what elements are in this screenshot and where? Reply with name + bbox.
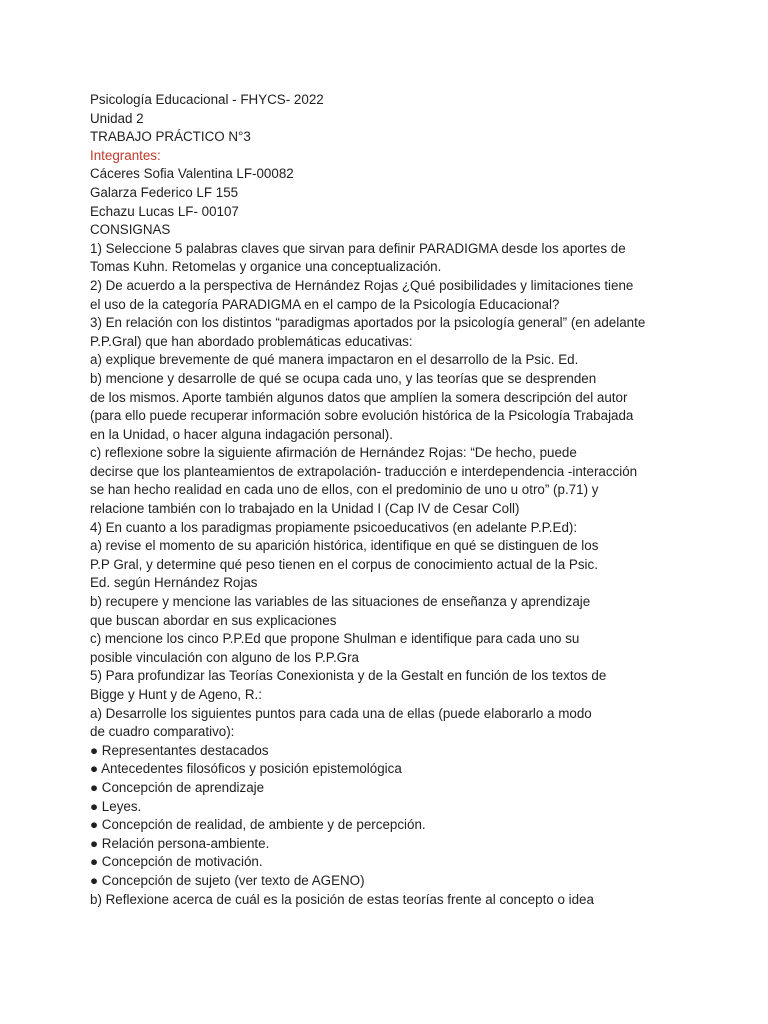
instruction-line: de los mismos. Aporte también algunos datos que amplíen la somera descripción del autor [90, 389, 628, 405]
instruction-line: se han hecho realidad en cada uno de ellos, con el predominio de uno u otro” (p.71) y [90, 482, 599, 498]
instruction-line: decirse que los planteamientos de extrapolación- traducción e interdependencia -interacción [90, 463, 638, 479]
instruction-line: b) Reflexione acerca de cuál es la posición de estas teorías frente al concepto o idea [90, 891, 594, 907]
instruction-line: c) mencione los cinco P.P.Ed que propone Shulman e identifique para cada uno su [90, 631, 580, 647]
instruction-line: b) recupere y mencione las variables de las situaciones de enseñanza y aprendizaje [90, 594, 591, 610]
bullet-item: ● Concepción de motivación. [90, 854, 263, 870]
member-name: Echazu Lucas LF- 00107 [90, 203, 239, 219]
instruction-line: a) explique brevemente de qué manera impactaron en el desarrollo de la Psic. Ed. [90, 352, 579, 368]
assignment-title: TRABAJO PRÁCTICO N°3 [90, 129, 251, 145]
instruction-line: a) Desarrolle los siguientes puntos para cada una de ellas (puede elaborarlo a modo [90, 705, 592, 721]
instruction-line: en la Unidad, o hacer alguna indagación personal). [90, 426, 393, 442]
instruction-line: b) mencione y desarrolle de qué se ocupa cada uno, y las teorías que se desprenden [90, 370, 597, 386]
member-name: Galarza Federico LF 155 [90, 184, 239, 200]
members-label: Integrantes: [90, 147, 161, 163]
instruction-line: 2) De acuerdo a la perspectiva de Hernández Rojas ¿Qué posibilidades y limitaciones tiene [90, 277, 634, 293]
instruction-line: 5) Para profundizar las Teorías Conexionista y de la Gestalt en función de los textos de [90, 668, 607, 684]
instruction-line: Bigge y Hunt y de Ageno, R.: [90, 687, 262, 702]
bullet-item: ● Representantes destacados [90, 742, 269, 758]
instruction-line: a) revise el momento de su aparición histórica, identifique en qué se distinguen de los [90, 538, 599, 554]
instruction-line: P.P Gral, y determine qué peso tienen en el corpus de conocimiento actual de la Psic. [90, 556, 598, 572]
instruction-line: el uso de la categoría PARADIGMA en el campo de la Psicología Educacional? [90, 296, 560, 312]
bullet-item: ● Concepción de aprendizaje [90, 779, 265, 795]
member-name: Cáceres Sofia Valentina LF-00082 [90, 166, 294, 182]
bullet-item: ● Concepción de sujeto (ver texto de AGENO) [90, 872, 365, 888]
instruction-line: posible vinculación con alguno de los P.P.Gra [90, 649, 359, 665]
instruction-line: Ed. según Hernández Rojas [90, 575, 258, 591]
instruction-line: c) reflexione sobre la siguiente afirmación de Hernández Rojas: “De hecho, puede [90, 445, 577, 461]
bullet-item: ● Antecedentes filosóficos y posición epistemológica [90, 761, 402, 777]
instruction-line: de cuadro comparativo): [90, 724, 235, 740]
instruction-line: que buscan abordar en sus explicaciones [90, 612, 337, 628]
bullet-item: ● Concepción de realidad, de ambiente y de percepción. [90, 817, 426, 833]
instructions-heading: CONSIGNAS [90, 222, 171, 238]
instruction-line: relacione también con lo trabajado en la Unidad I (Cap IV de Cesar Coll) [90, 501, 520, 517]
unit-label: Unidad 2 [90, 110, 144, 126]
course-title: Psicología Educacional - FHYCS- 2022 [90, 92, 324, 107]
instruction-line: P.P.Gral) que han abordado problemáticas educativas: [90, 333, 413, 349]
document-body [90, 91, 750, 909]
instruction-line: Tomas Kuhn. Retomelas y organice una conceptualización. [90, 259, 442, 275]
instruction-line: 1) Seleccione 5 palabras claves que sirvan para definir PARADIGMA desde los aportes de [90, 240, 626, 256]
bullet-item: ● Relación persona-ambiente. [90, 835, 270, 851]
instruction-line: (para ello puede recuperar información sobre evolución histórica de la Psicología Trabajada [90, 408, 634, 424]
instruction-line: 4) En cuanto a los paradigmas propiamente psicoeducativos (en adelante P.P.Ed): [90, 519, 578, 535]
instruction-line: 3) En relación con los distintos “paradigmas aportados por la psicología general” (en adelante [90, 315, 646, 331]
bullet-item: ● Leyes. [90, 798, 142, 814]
